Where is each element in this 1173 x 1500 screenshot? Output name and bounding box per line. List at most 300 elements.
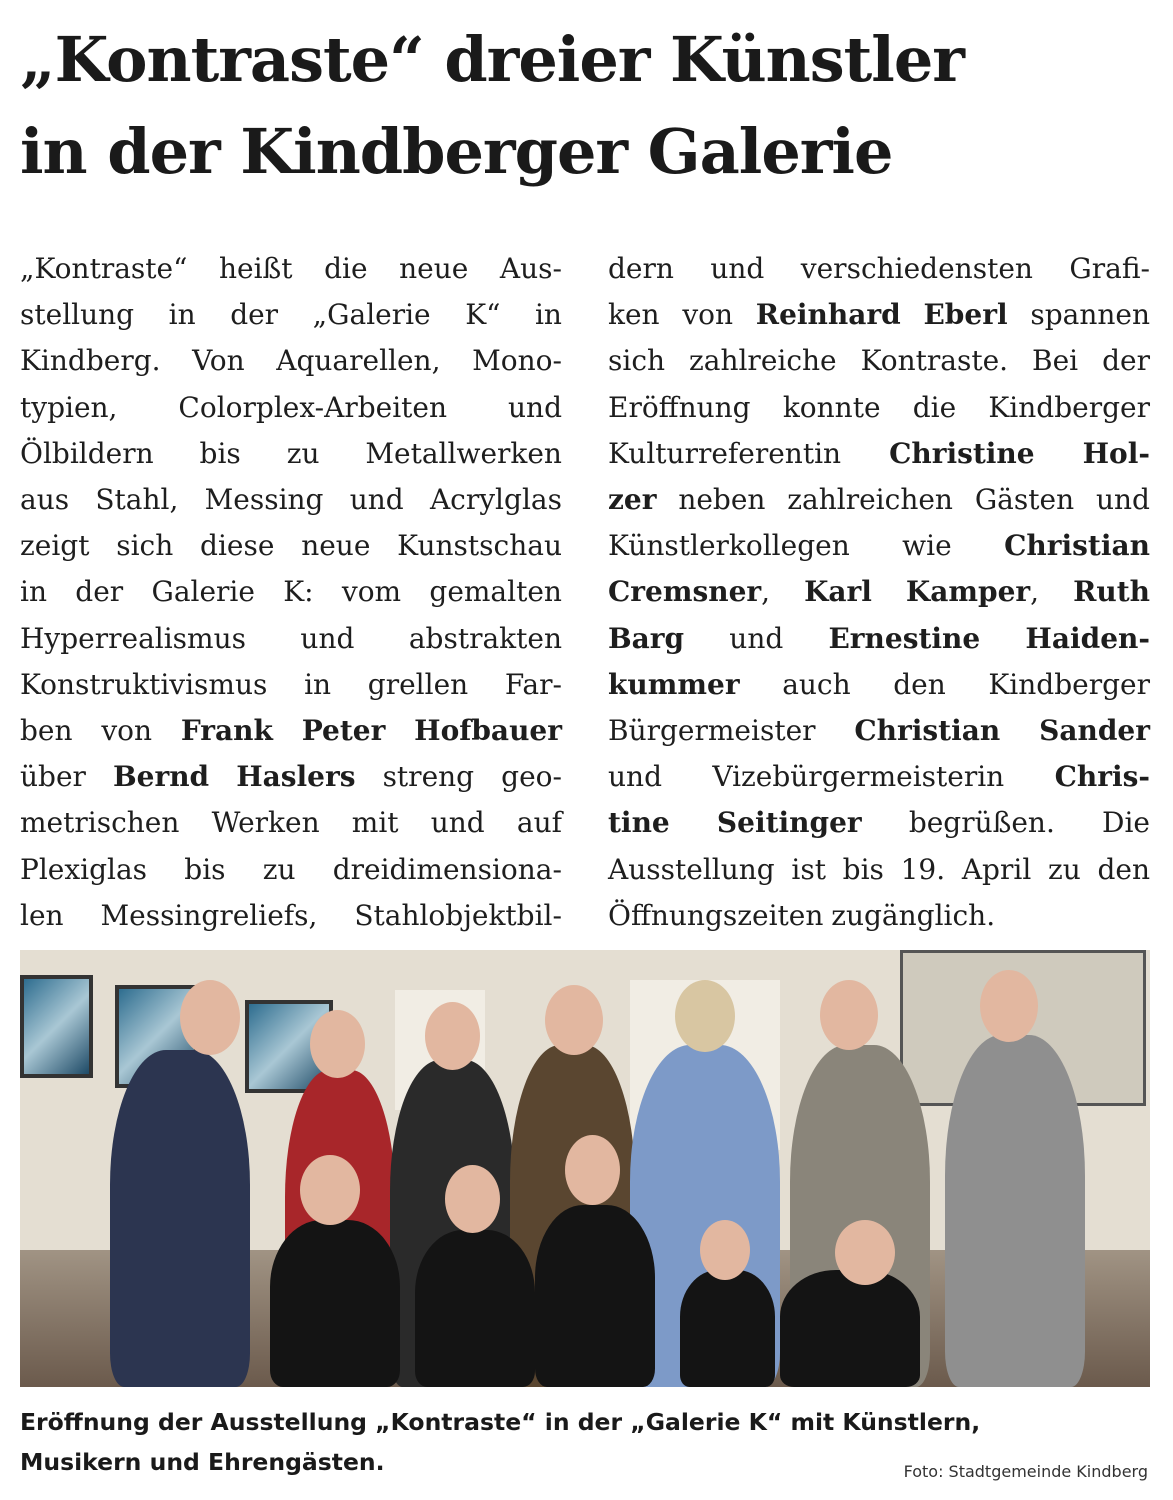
article-word: [1102, 800, 1150, 846]
article-line: [20, 338, 562, 384]
name-highlight: zer: [608, 483, 657, 517]
article-word: [429, 569, 562, 615]
text-fragment: der: [230, 298, 279, 332]
text-fragment: Ausstellung: [608, 852, 775, 886]
article-word: [501, 754, 562, 800]
photo-boy-head-5: [835, 1220, 895, 1285]
article-word: [801, 246, 1033, 292]
article-word: [608, 292, 660, 338]
article-line: [20, 847, 562, 893]
article-word: [399, 246, 468, 292]
text-fragment: der: [75, 575, 124, 609]
article-line: [20, 477, 562, 523]
article-word: [431, 800, 485, 846]
article-word: [608, 338, 665, 384]
text-fragment: Kindberger: [988, 667, 1150, 701]
article-word: [184, 847, 225, 893]
article-word: [517, 800, 562, 846]
photo-head-6: [820, 980, 878, 1050]
text-fragment: auf: [516, 806, 562, 840]
article-word: [324, 246, 367, 292]
photo-boy-3: [535, 1205, 655, 1387]
article-word: [1030, 292, 1150, 338]
article-word: [682, 292, 733, 338]
text-fragment: typien,: [20, 390, 118, 424]
text-fragment: Mono-: [472, 344, 562, 378]
text-fragment: der: [1102, 344, 1150, 378]
article-word: [20, 616, 246, 662]
article-word: [712, 754, 1004, 800]
name-highlight: Ruth: [1073, 575, 1150, 609]
article-word: [608, 523, 850, 569]
article-word: [200, 431, 241, 477]
article-word: [909, 800, 1055, 846]
text-fragment: „Kontraste“: [20, 252, 188, 285]
text-fragment: und: [608, 760, 662, 794]
text-fragment: Die: [1102, 806, 1150, 840]
article-line: [20, 523, 562, 569]
text-fragment: metrischen: [20, 806, 180, 840]
article-line: [20, 292, 562, 338]
article-word: [962, 847, 1031, 893]
article-word: [116, 523, 173, 569]
text-fragment: begrüßen.: [908, 806, 1055, 840]
text-fragment: und: [710, 252, 765, 285]
article-word: [923, 292, 1007, 338]
article-word: [717, 800, 862, 846]
article-word: [20, 338, 161, 384]
text-fragment: Plexiglas: [20, 852, 148, 886]
text-fragment: Acrylglas: [429, 483, 562, 517]
photo-head-7: [980, 970, 1038, 1042]
text-fragment: zahlreiche: [689, 344, 837, 378]
text-fragment: Far-: [504, 667, 562, 701]
article-line: [20, 431, 562, 477]
article-word: [608, 800, 670, 846]
article-word: [212, 800, 320, 846]
article-word: [20, 754, 86, 800]
name-highlight: kummer: [608, 667, 740, 701]
article-line: [608, 569, 1150, 615]
text-fragment: wie: [902, 529, 952, 563]
text-fragment: Künstlerkollegen: [608, 529, 850, 563]
text-fragment: neue: [301, 529, 371, 563]
article-word: [787, 477, 953, 523]
article-word: [608, 385, 751, 431]
text-fragment: stellung: [20, 298, 135, 332]
article-word: [854, 708, 1000, 754]
article-word: [608, 616, 684, 662]
text-fragment: in: [304, 667, 332, 701]
article-line: [608, 847, 1150, 893]
text-fragment: heißt: [218, 252, 293, 285]
name-highlight: Hol-: [1082, 436, 1150, 470]
text-fragment: „Galerie: [312, 298, 431, 332]
text-fragment: streng: [382, 760, 475, 794]
article-word: [500, 246, 562, 292]
article-word: [20, 569, 47, 615]
article-word: [236, 754, 355, 800]
article-line: [20, 616, 562, 662]
article-word: [368, 662, 468, 708]
name-highlight: Barg: [608, 621, 685, 655]
text-fragment: K“: [465, 298, 501, 332]
text-fragment: Ölbildern: [20, 436, 154, 470]
text-fragment: K:: [283, 575, 314, 609]
article-word: [342, 569, 401, 615]
text-fragment: Kindberg.: [20, 344, 161, 378]
photo-boy-head-3: [565, 1135, 620, 1205]
text-fragment: ben: [20, 714, 73, 748]
article-word: [181, 708, 273, 754]
article-word: [988, 662, 1150, 708]
photo-credit: Foto: Stadtgemeinde Kindberg: [903, 1462, 1148, 1481]
article-word: [508, 385, 562, 431]
article-word: [608, 569, 770, 615]
article-word: [893, 662, 946, 708]
text-fragment: bis: [184, 852, 226, 886]
text-fragment: Hyperrealismus: [20, 621, 246, 655]
name-highlight: Ernestine: [828, 621, 981, 655]
article-line: [608, 754, 1150, 800]
text-fragment: den: [1097, 852, 1150, 886]
text-fragment: ,: [1030, 575, 1040, 609]
text-fragment: Von: [192, 344, 245, 378]
text-fragment: Stahl,: [95, 483, 179, 517]
text-fragment: sich: [116, 529, 174, 563]
headline-line-1: „Kontraste“ dreier Künstler: [20, 23, 964, 96]
caption-line-1: Eröffnung der Ausstellung „Kontraste“ in der „Galerie K“ mit Künstlern,: [20, 1408, 981, 1436]
article-word: [828, 616, 980, 662]
photo-boy-1: [270, 1220, 400, 1387]
article-line: [20, 569, 562, 615]
text-fragment: mit: [351, 806, 399, 840]
article-word: [287, 431, 320, 477]
article-word: [608, 754, 662, 800]
article-word: [608, 662, 740, 708]
article-word: [1097, 847, 1150, 893]
photo-head-2: [310, 1010, 365, 1078]
photo-head-3: [425, 1002, 480, 1070]
article-line: [608, 385, 1150, 431]
article-word: [20, 477, 69, 523]
headline: [20, 14, 1160, 198]
text-fragment: von: [682, 298, 734, 332]
article-word: [383, 754, 475, 800]
article-word: [20, 708, 73, 754]
article-word: [397, 523, 562, 569]
text-fragment: in: [534, 298, 562, 332]
article-word: [169, 292, 196, 338]
photo-boy-head-1: [300, 1155, 360, 1225]
text-fragment: sich: [608, 344, 666, 378]
article-word: [678, 477, 765, 523]
article-word: [200, 523, 274, 569]
name-highlight: Haiden-: [1025, 621, 1150, 655]
article-word: [20, 385, 117, 431]
article-word: [913, 385, 956, 431]
article-line: [20, 708, 562, 754]
photo-head-5: [675, 980, 735, 1052]
photo-boy-head-4: [700, 1220, 750, 1280]
name-highlight: Christine: [889, 436, 1035, 470]
article-word: [20, 523, 89, 569]
text-fragment: Aus-: [499, 252, 562, 285]
text-fragment: die: [912, 390, 957, 424]
text-fragment: Vizebürgermeisterin: [712, 760, 1005, 794]
text-fragment: und: [729, 621, 784, 655]
article-word: [1102, 338, 1150, 384]
article-word: [608, 847, 775, 893]
article-line: [608, 246, 1150, 292]
text-fragment: gemalten: [429, 575, 562, 609]
article-word: [230, 292, 278, 338]
text-fragment: zu: [1047, 852, 1081, 886]
article-word: [414, 708, 562, 754]
text-fragment: Stahlobjektbil-: [354, 898, 562, 932]
article-line: [608, 523, 1150, 569]
article-word: [535, 292, 562, 338]
article-word: [20, 246, 187, 292]
article-word: [756, 292, 901, 338]
article-word: [689, 338, 837, 384]
name-highlight: Peter: [301, 714, 386, 748]
article-word: [843, 847, 884, 893]
text-fragment: geo-: [501, 760, 562, 794]
text-fragment: diese: [200, 529, 275, 563]
text-fragment: zugänglich.: [831, 898, 996, 932]
article-word: [333, 847, 562, 893]
article-word: [283, 569, 313, 615]
article-word: [302, 708, 386, 754]
text-fragment: Werken: [211, 806, 320, 840]
headline-line-2: in der Kindberger Galerie: [20, 115, 893, 188]
article-line: [20, 385, 562, 431]
text-fragment: konnte: [782, 390, 881, 424]
name-highlight: Reinhard: [755, 298, 901, 332]
article-word: [608, 431, 841, 477]
article-word: [365, 431, 562, 477]
name-highlight: Sander: [1039, 714, 1150, 748]
article-column-right: [608, 246, 1150, 939]
photo-boy-2: [415, 1230, 535, 1387]
article-line: [608, 431, 1150, 477]
article-word: [409, 616, 562, 662]
text-fragment: Aquarellen,: [276, 344, 441, 378]
article-line: [20, 800, 562, 846]
article-word: [205, 477, 324, 523]
text-fragment: aus: [20, 483, 70, 517]
text-fragment: Metallwerken: [365, 436, 562, 470]
article-word: [1073, 569, 1150, 615]
article-word: [352, 800, 399, 846]
text-fragment: abstrakten: [408, 621, 562, 655]
text-fragment: spannen: [1030, 298, 1150, 332]
name-highlight: Christian: [854, 714, 1001, 748]
text-fragment: dern: [608, 252, 674, 285]
text-fragment: verschiedensten: [800, 252, 1033, 285]
article-word: [831, 893, 995, 939]
article-word: [101, 708, 152, 754]
article-word: [608, 893, 823, 939]
text-fragment: Colorplex-Arbeiten: [178, 390, 448, 424]
article-word: [710, 246, 764, 292]
article-word: [791, 847, 826, 893]
article-line: [20, 754, 562, 800]
text-fragment: Kulturreferentin: [608, 436, 842, 470]
text-fragment: Bürgermeister: [608, 714, 816, 748]
article-word: [465, 292, 500, 338]
text-fragment: neben: [678, 483, 766, 517]
article-word: [901, 847, 946, 893]
name-highlight: Kamper: [905, 575, 1031, 609]
text-fragment: grellen: [367, 667, 469, 701]
article-word: [472, 338, 562, 384]
article-word: [906, 569, 1039, 615]
article-word: [608, 708, 816, 754]
text-fragment: bis: [199, 436, 241, 470]
article-word: [20, 847, 147, 893]
article-line: [608, 616, 1150, 662]
text-fragment: von: [101, 714, 153, 748]
text-fragment: und: [300, 621, 355, 655]
text-fragment: ken: [608, 298, 660, 332]
text-fragment: ist: [791, 852, 826, 886]
article-line: [608, 708, 1150, 754]
article-word: [354, 893, 562, 939]
article-word: [804, 569, 872, 615]
article-word: [902, 523, 952, 569]
article-column-left: [20, 246, 562, 939]
text-fragment: Kontraste.: [860, 344, 1009, 378]
article-word: [313, 292, 431, 338]
article-word: [608, 246, 674, 292]
article-word: [505, 662, 562, 708]
article-word: [100, 893, 317, 939]
text-fragment: Kunstschau: [397, 529, 562, 563]
article-word: [192, 338, 245, 384]
article-line: [20, 246, 562, 292]
text-fragment: ,: [761, 575, 771, 609]
text-fragment: neue: [399, 252, 469, 285]
text-fragment: und: [349, 483, 404, 517]
article-word: [782, 662, 850, 708]
text-fragment: in: [168, 298, 196, 332]
article-word: [263, 847, 296, 893]
article-word: [783, 385, 881, 431]
article-word: [430, 477, 562, 523]
text-fragment: den: [893, 667, 946, 701]
name-highlight: Chris-: [1054, 760, 1150, 794]
name-highlight: Haslers: [236, 760, 356, 794]
article-word: [350, 477, 404, 523]
article-line: [608, 338, 1150, 384]
article-word: [1083, 431, 1150, 477]
text-fragment: Messing: [204, 483, 324, 517]
article-line: [608, 662, 1150, 708]
text-fragment: in: [20, 575, 47, 609]
text-fragment: und: [1095, 483, 1150, 517]
article-word: [20, 292, 134, 338]
text-fragment: Gästen: [974, 483, 1075, 517]
text-fragment: die: [324, 252, 368, 285]
text-fragment: Kindberger: [988, 390, 1150, 424]
name-highlight: tine: [608, 806, 670, 840]
article-word: [20, 800, 179, 846]
article-word: [608, 477, 656, 523]
text-fragment: zu: [262, 852, 296, 886]
text-fragment: Konstruktivismus: [20, 667, 268, 701]
article-word: [988, 385, 1150, 431]
article-word: [75, 569, 123, 615]
article-word: [95, 477, 178, 523]
name-highlight: Frank: [180, 714, 273, 748]
photo-person-1: [110, 1050, 250, 1387]
article-line: [20, 893, 562, 939]
text-fragment: bis: [842, 852, 884, 886]
name-highlight: Hofbauer: [414, 714, 562, 748]
photo-boy-5: [780, 1270, 920, 1387]
text-fragment: dreidimensiona-: [332, 852, 562, 886]
text-fragment: vom: [341, 575, 402, 609]
article-line: [608, 292, 1150, 338]
article-word: [861, 338, 1008, 384]
caption-line-2: Musikern und Ehrengästen.: [20, 1448, 385, 1476]
text-fragment: und: [508, 390, 562, 424]
text-fragment: zeigt: [20, 529, 90, 563]
name-highlight: Christian: [1004, 529, 1150, 563]
photo-person-7: [945, 1035, 1085, 1387]
article-line: [20, 662, 562, 708]
text-fragment: zahlreichen: [787, 483, 953, 517]
article-word: [1004, 523, 1150, 569]
name-highlight: Seitinger: [716, 806, 862, 840]
article-word: [301, 523, 370, 569]
text-fragment: Öffnungszeiten: [608, 898, 824, 932]
text-fragment: Messingreliefs,: [100, 898, 318, 932]
photo-head-4: [545, 985, 603, 1055]
text-fragment: Bei: [1032, 344, 1079, 378]
photo-painting-1: [20, 975, 93, 1078]
article-word: [1069, 246, 1150, 292]
name-highlight: Cremsner: [608, 575, 762, 609]
text-fragment: Galerie: [151, 575, 255, 609]
article-word: [1025, 616, 1150, 662]
article-word: [20, 893, 64, 939]
text-fragment: Eröffnung: [608, 390, 751, 424]
text-fragment: Grafi-: [1069, 252, 1150, 285]
article-word: [300, 616, 354, 662]
article-word: [1096, 477, 1150, 523]
photo-boy-head-2: [445, 1165, 500, 1233]
article-word: [889, 431, 1035, 477]
article-line: [608, 893, 1150, 939]
article-word: [151, 569, 255, 615]
photo-head-1: [180, 980, 240, 1055]
text-fragment: 19.: [900, 852, 946, 886]
article-word: [113, 754, 209, 800]
article-word: [1048, 847, 1081, 893]
article-word: [1032, 338, 1078, 384]
text-fragment: zu: [286, 436, 320, 470]
exhibition-photo: [20, 950, 1150, 1387]
text-fragment: und: [430, 806, 485, 840]
article-word: [276, 338, 440, 384]
text-fragment: auch: [782, 667, 851, 701]
text-fragment: April: [961, 852, 1032, 886]
article-line: [608, 477, 1150, 523]
text-fragment: len: [20, 898, 64, 932]
